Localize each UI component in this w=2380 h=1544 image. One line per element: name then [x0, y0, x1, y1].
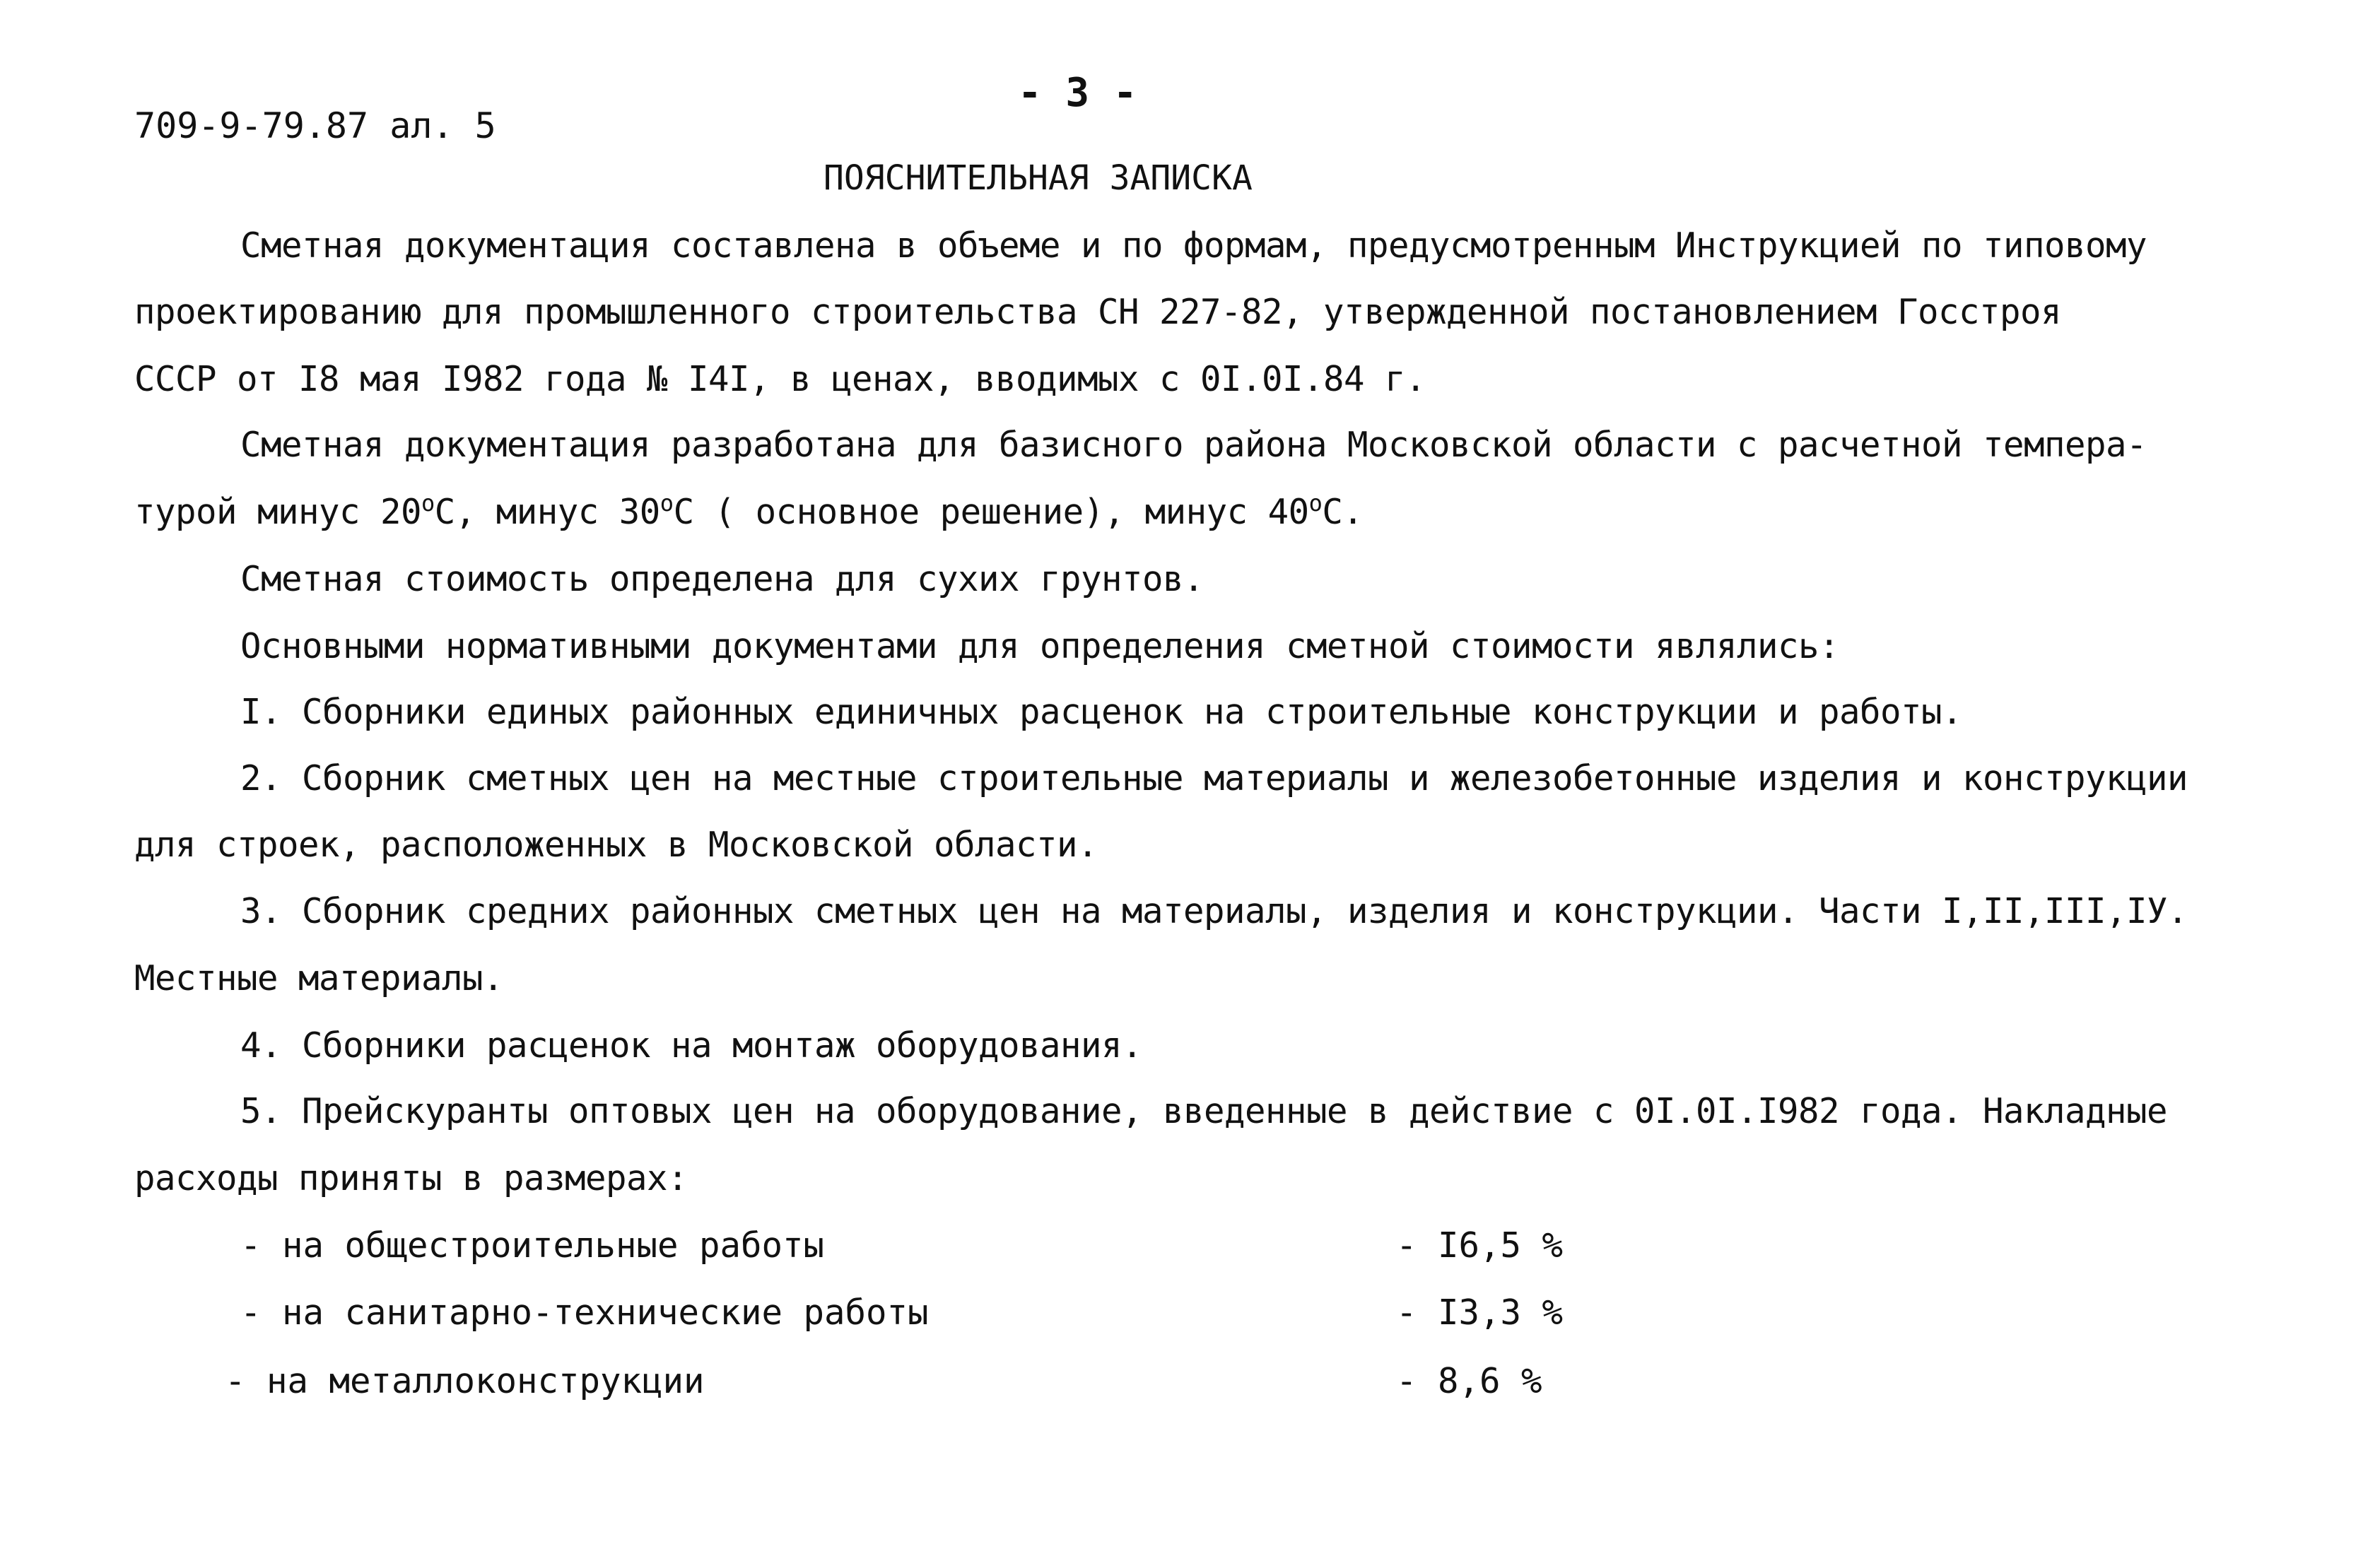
list-item-continuation: расходы приняты в размерах:: [134, 1158, 688, 1198]
text-fragment: С.: [1322, 492, 1364, 532]
paragraph-line: Сметная стоимость определена для сухих грунтов.: [240, 559, 1204, 599]
list-item: 2. Сборник сметных цен на местные строительные материалы и железобетонные изделия и конструкции: [240, 758, 2188, 798]
paragraph-line: проектированию для промышленного строительства СН 227-82, утвержденной постановлением Госстроя: [134, 292, 2062, 332]
list-item: 5. Прейскуранты оптовых цен на оборудование, введенные в действие с 0I.0I.I982 года. Накладные: [240, 1091, 2168, 1131]
list-item: I. Сборники единых районных единичных расценок на строительные конструкции и работы.: [240, 692, 1963, 732]
paragraph-line: Основными нормативными документами для определения сметной стоимости являлись:: [240, 626, 1840, 666]
paragraph-line-temperatures: [134, 491, 1363, 534]
list-item-continuation: для строек, расположенных в Московской области.: [134, 825, 1098, 865]
rate-label: - на металлоконструкции: [225, 1361, 705, 1401]
rate-value: - 8,6 %: [1396, 1361, 1542, 1401]
text-fragment: С, минус 30: [434, 492, 660, 532]
paragraph-line: СССР от I8 мая I982 года № I4I, в ценах, вводимых с 0I.0I.84 г.: [134, 359, 1426, 399]
rate-label: - на санитарно-технические работы: [240, 1292, 929, 1333]
rate-value: - I6,5 %: [1396, 1225, 1564, 1266]
degree-sign: о: [1308, 490, 1323, 517]
paragraph-line: Сметная документация составлена в объеме и по формам, предусмотренным Инструкцией по типовому: [240, 225, 2147, 266]
text-fragment: С ( основное решение), минус 40: [673, 492, 1309, 532]
degree-sign: о: [660, 490, 674, 517]
rate-value: - I3,3 %: [1396, 1292, 1564, 1333]
page-number: - 3 -: [1018, 70, 1137, 116]
document-code: 709-9-79.87 ал. 5: [134, 105, 496, 146]
list-item: 3. Сборник средних районных сметных цен на материалы, изделия и конструкции. Части I,II,III,IУ.: [240, 891, 2188, 931]
page-title: ПОЯСНИТЕЛЬНАЯ ЗАПИСКА: [823, 158, 1253, 198]
text-fragment: турой минус 20: [134, 492, 422, 532]
list-item-continuation: Местные материалы.: [134, 958, 504, 998]
degree-sign: о: [421, 490, 435, 517]
rate-label: - на общестроительные работы: [240, 1225, 825, 1266]
list-item: 4. Сборники расценок на монтаж оборудования.: [240, 1025, 1143, 1066]
paragraph-line: Сметная документация разработана для базисного района Московской области с расчетной темпера-: [240, 425, 2147, 465]
